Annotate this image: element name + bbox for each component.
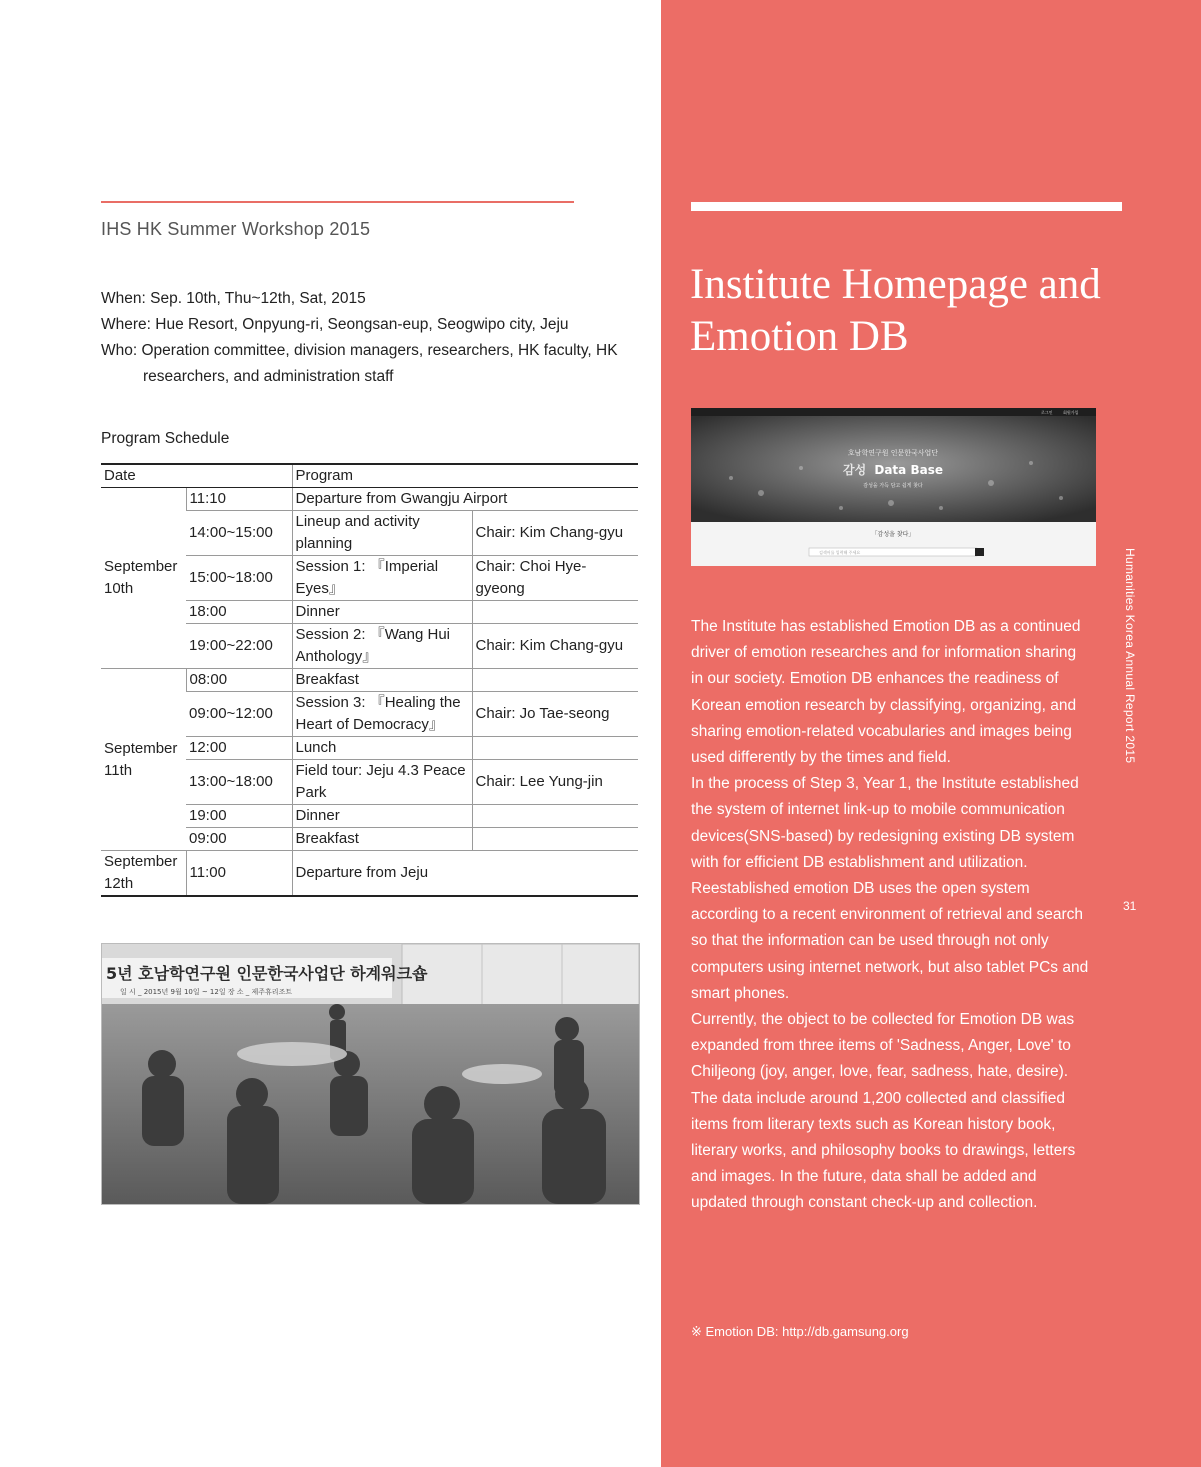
row-chair (472, 601, 638, 624)
row-chair (472, 805, 638, 828)
shot-db-eng: Data Base (874, 463, 943, 477)
shot-tagline: 감성을 가득 담고 쉽게 찾다 (863, 483, 923, 489)
row-chair: Chair: Choi Hye-gyeong (472, 556, 638, 601)
row-time: 18:00 (186, 601, 292, 624)
nav-item-login: 로그인 (1041, 410, 1053, 415)
homepage-screenshot (691, 408, 1096, 566)
shot-kor-title: 호남학연구원 인문한국사업단 (847, 449, 939, 457)
row-program: Session 2: 『Wang Hui Anthology』 (292, 624, 472, 669)
header-program: Program (292, 464, 638, 488)
row-chair: Chair: Jo Tae-seong (472, 692, 638, 737)
when-label: When: (101, 290, 151, 307)
svg-text:감성 Data Base (843, 462, 943, 477)
row-time: 13:00~18:00 (186, 760, 292, 805)
shot-db-kor: 감성 (843, 463, 867, 477)
banner-subline: 일 시 _ 2015년 9월 10일 ~ 12일 장 소 _ 제주휴리조트 (120, 988, 293, 996)
row-program: Departure from Jeju (292, 851, 638, 897)
workshop-photo (101, 943, 640, 1205)
table-row (101, 488, 638, 511)
row-chair: Chair: Kim Chang-gyu (472, 511, 638, 556)
workshop-info (101, 286, 646, 390)
nav-item-signup: 회원가입 (1063, 410, 1079, 415)
row-program: Lineup and activity planning (292, 511, 472, 556)
date-sept-12: September 12th (101, 851, 186, 897)
row-program: Breakfast (292, 669, 472, 692)
row-chair (472, 828, 638, 851)
info-where (101, 312, 646, 338)
row-program: Dinner (292, 805, 472, 828)
who-label: Who: (101, 342, 142, 359)
row-time: 11:10 (186, 488, 292, 511)
row-program: Lunch (292, 737, 472, 760)
row-time: 14:00~15:00 (186, 511, 292, 556)
row-time: 15:00~18:00 (186, 556, 292, 601)
date-sept-10: September 10th (101, 488, 186, 669)
table-header (101, 464, 638, 488)
banner-text: 5년 호남학연구원 인문한국사업단 하계워크숍 (106, 964, 428, 983)
table-row (101, 669, 638, 692)
row-time: 09:00~12:00 (186, 692, 292, 737)
db-url-note: ※ Emotion DB: http://db.gamsung.org (691, 1324, 909, 1339)
who-value-line1: Operation committee, division managers, researchers, HK faculty, HK (141, 342, 618, 359)
info-when (101, 286, 646, 312)
row-time: 12:00 (186, 737, 292, 760)
row-chair: Chair: Lee Yung-jin (472, 760, 638, 805)
row-program: Field tour: Jeju 4.3 Peace Park (292, 760, 472, 805)
paragraph-2: In the process of Step 3, Year 1, the Institute established the system of internet link-up to mobile communication devices(SNS-based) by redesigning existing DB system with for efficient DB establishment and utilization. Reestablished emotion DB uses the open system according to a recent environment of retrieval and search so that the information can be used through not only computers using internet network, but also tablet PCs and smart phones. (691, 775, 1089, 1002)
schedule-table (101, 463, 638, 897)
row-time: 19:00~22:00 (186, 624, 292, 669)
shot-search-placeholder: 검색어를 입력해 주세요 (819, 550, 861, 555)
row-time: 08:00 (186, 669, 292, 692)
shot-search-button (975, 548, 984, 556)
who-value-line2: researchers, and administration staff (143, 368, 394, 385)
paragraph-3: Currently, the object to be collected for Emotion DB was expanded from three items of 'Sadness, Anger, Love' to Chiljeong (joy, anger, love, fear, sadness, hate, desire). The data include around 1,200 collected and classified items from literary texts such as Korean history book, literary works, and philosophy books to drawings, letters and images. In the future, data shall be added and updated through constant check-up and collection. (691, 1011, 1076, 1212)
where-label: Where: (101, 316, 156, 333)
section-divider (101, 201, 574, 203)
workshop-title: IHS HK Summer Workshop 2015 (101, 219, 371, 239)
paragraph-1: The Institute has established Emotion DB as a continued driver of emotion researches and for information sharing in our society. Emotion DB enhances the readiness of Korean emotion research by classifying, organizing, and sharing emotion-related vocabularies and images being used differently by the times and field. (691, 618, 1081, 767)
row-program: Session 1: 『Imperial Eyes』 (292, 556, 472, 601)
row-program: Dinner (292, 601, 472, 624)
body-text (691, 614, 1091, 1217)
table-row (101, 851, 638, 897)
row-chair: Chair: Kim Chang-gyu (472, 624, 638, 669)
date-sept-11: September 11th (101, 669, 186, 851)
info-who (101, 338, 646, 364)
running-header: Humanities Korea Annual Report 2015 (1123, 548, 1137, 764)
panel-title: Institute Homepage and Emotion DB (690, 260, 1101, 360)
row-program: Breakfast (292, 828, 472, 851)
header-date: Date (101, 464, 292, 488)
shot-find-label: 「감성을 찾다」 (871, 531, 915, 538)
row-time: 19:00 (186, 805, 292, 828)
row-chair (472, 737, 638, 760)
row-chair (472, 669, 638, 692)
schedule-title: Program Schedule (101, 430, 230, 447)
where-value: Hue Resort, Onpyung-ri, Seongsan-eup, Seogwipo city, Jeju (155, 316, 569, 333)
row-time: 09:00 (186, 828, 292, 851)
page-number: 31 (1123, 899, 1137, 913)
panel-divider (691, 202, 1122, 211)
row-time: 11:00 (186, 851, 292, 897)
row-program: Session 3: 『Healing the Heart of Democracy』 (292, 692, 472, 737)
row-program: Departure from Gwangju Airport (292, 488, 638, 511)
when-value: Sep. 10th, Thu~12th, Sat, 2015 (150, 290, 366, 307)
